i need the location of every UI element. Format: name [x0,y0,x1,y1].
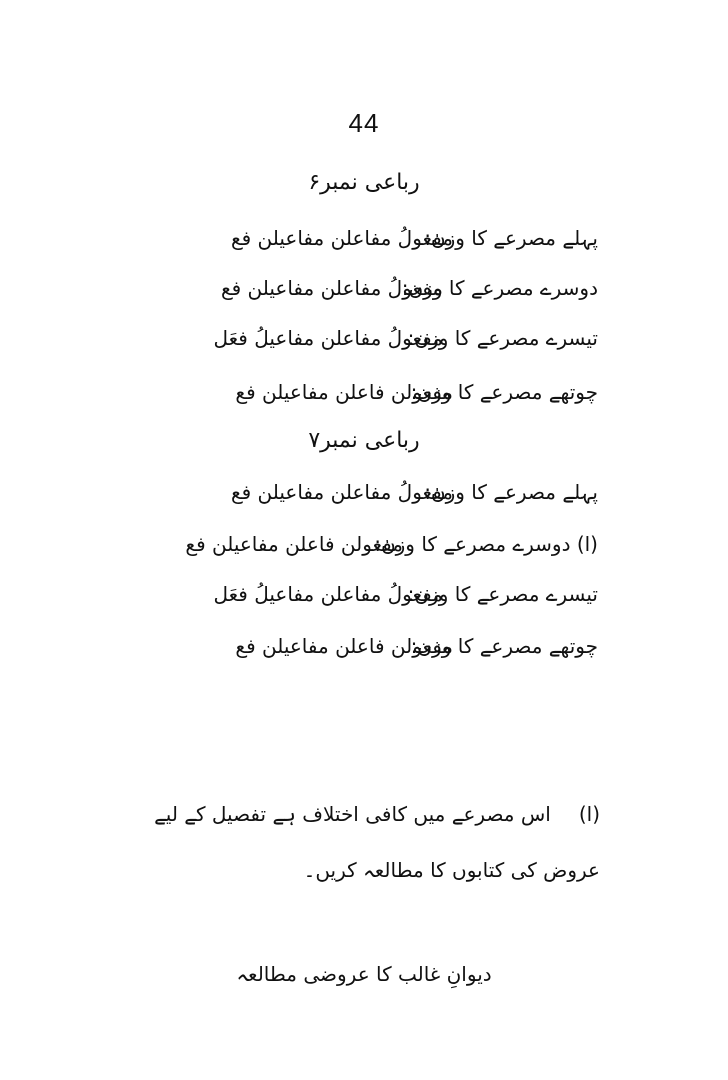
page-number: 44 [348,108,380,138]
section-heading: رباعی نمبر۶ [308,170,420,195]
verse-meter: مفعولُ مفاعلن مفاعیلن فع [230,226,453,250]
verse-meter: مفعولُ مفاعلن مفاعیلن فع [220,276,443,300]
verse-meter: مفعولن فاعلن مفاعیلن فع [235,380,453,404]
verse-meter: مفعولُ مفاعلن مفاعیلُ فعَل [213,326,443,350]
footnote-marker: (ا) [578,802,600,826]
verse-meter: مفعولُ مفاعلن مفاعیلن فع [230,480,453,504]
verse-label: تیسرے مصرعے کا وزن: [407,582,598,606]
verse-meter: مفعولُ مفاعلن مفاعیلُ فعَل [213,582,443,606]
verse-label: پہلے مصرعے کا وزن: [424,226,598,250]
section-heading: رباعی نمبر۷ [308,428,420,453]
verse-label: چوتھے مصرعے کا وزن: [410,380,598,404]
verse-label: تیسرے مصرعے کا وزن: [407,326,598,350]
verse-label: چوتھے مصرعے کا وزن: [410,634,598,658]
verse-meter: مفعولن فاعلن مفاعیلن فع [185,532,403,556]
footnote-text: اس مصرعے میں کافی اختلاف ہے تفصیل کے لیے عروض کی کتابوں کا مطالعہ کریں۔ [154,802,600,882]
verse-label: (ا) دوسرے مصرعے کا وزن: [374,532,598,556]
verse-label: دوسرے مصرعے کا وزن: [401,276,598,300]
footnote [110,786,600,898]
verse-label: پہلے مصرعے کا وزن: [424,480,598,504]
book-title-footer: دیوانِ غالب کا عروضی مطالعہ [236,962,492,986]
verse-meter: مفعولن فاعلن مفاعیلن فع [235,634,453,658]
